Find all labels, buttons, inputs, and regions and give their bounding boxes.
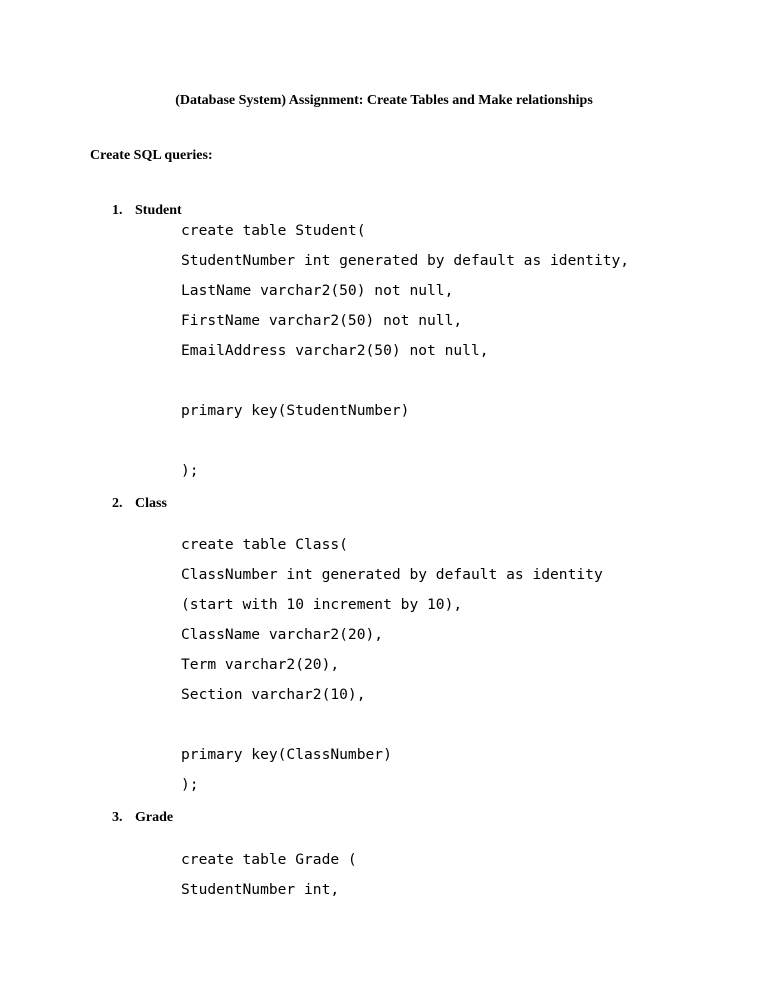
code-line: primary key(StudentNumber) bbox=[181, 402, 410, 419]
list-label-grade: Grade bbox=[135, 810, 174, 825]
list-label-student: Student bbox=[135, 203, 182, 218]
code-line: LastName varchar2(50) not null, bbox=[181, 282, 454, 299]
code-line: ClassNumber int generated by default as identity bbox=[181, 566, 603, 583]
code-line: create table Class( bbox=[181, 536, 348, 553]
code-line: ); bbox=[181, 776, 199, 793]
code-line: StudentNumber int generated by default as identity, bbox=[181, 252, 630, 269]
code-line: Section varchar2(10), bbox=[181, 686, 366, 703]
document-title: (Database System) Assignment: Create Tables and Make relationships bbox=[175, 93, 593, 108]
list-number: 2. bbox=[112, 496, 123, 511]
code-line: Term varchar2(20), bbox=[181, 656, 340, 673]
code-line: create table Student( bbox=[181, 222, 366, 239]
code-line: (start with 10 increment by 10), bbox=[181, 596, 463, 613]
code-line: EmailAddress varchar2(50) not null, bbox=[181, 342, 489, 359]
section-heading: Create SQL queries: bbox=[90, 148, 213, 163]
code-line: ); bbox=[181, 462, 199, 479]
list-number: 3. bbox=[112, 810, 123, 825]
code-line: primary key(ClassNumber) bbox=[181, 746, 392, 763]
list-number: 1. bbox=[112, 203, 123, 218]
code-line: StudentNumber int, bbox=[181, 881, 340, 898]
code-line: create table Grade ( bbox=[181, 851, 357, 868]
code-line: ClassName varchar2(20), bbox=[181, 626, 384, 643]
list-label-class: Class bbox=[135, 496, 167, 511]
code-line: FirstName varchar2(50) not null, bbox=[181, 312, 463, 329]
